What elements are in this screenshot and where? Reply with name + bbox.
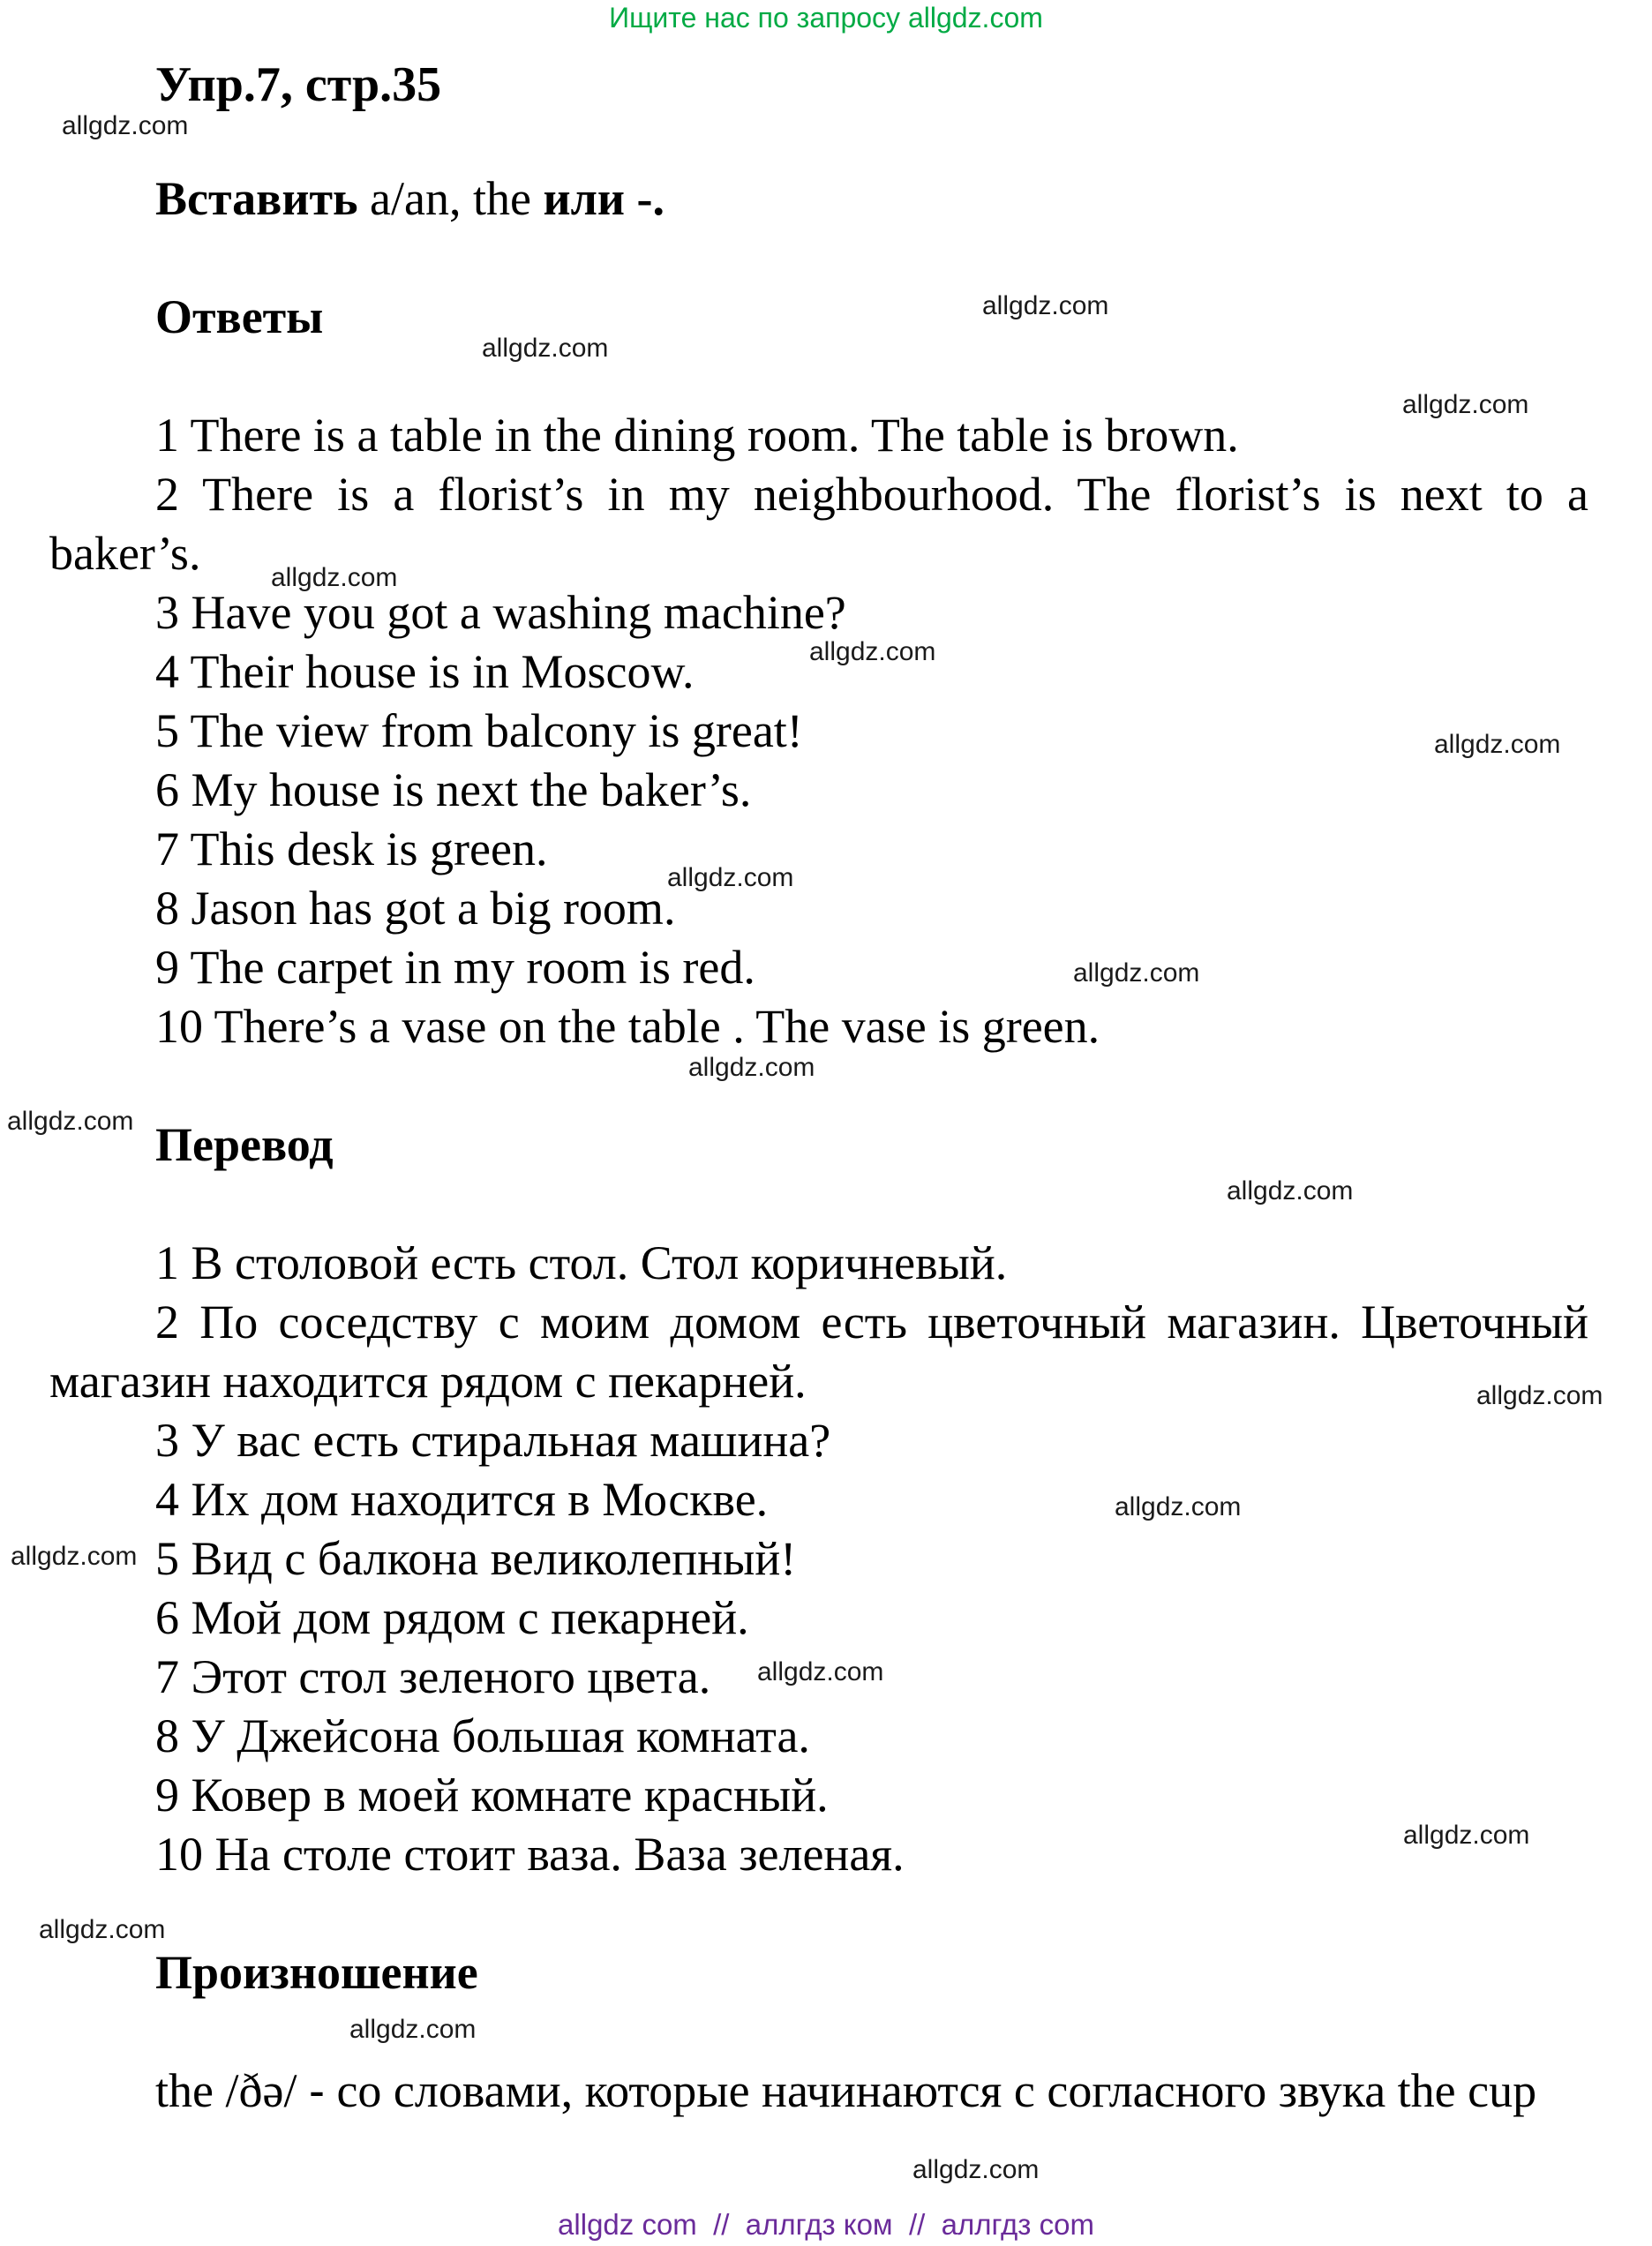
- answers-list: [49, 406, 1588, 1056]
- watermark: allgdz.com: [11, 1542, 138, 1571]
- translation-list: [49, 1234, 1588, 1884]
- pron-rule: со словами, которые начинаются с согласного звука the cup: [336, 2064, 1537, 2117]
- answer-item: 7 This desk is green.: [155, 823, 548, 875]
- translation-item: 5 Вид с балкона великолепный!: [155, 1532, 797, 1585]
- watermark: allgdz.com: [912, 2155, 1040, 2184]
- watermark: allgdz.com: [688, 1053, 815, 1082]
- watermark: allgdz.com: [809, 637, 936, 666]
- answer-item: 6 My house is next the baker’s.: [155, 763, 752, 816]
- translation-item: 1 В столовой есть стол. Стол коричневый.: [155, 1236, 1008, 1289]
- pronunciation-heading: Произношение: [155, 1946, 478, 1999]
- watermark: allgdz.com: [1476, 1381, 1603, 1410]
- watermark: allgdz.com: [667, 863, 794, 892]
- answer-item: 10 There’s a vase on the table . The vase is green.: [155, 1000, 1100, 1053]
- task-or: или: [543, 172, 625, 225]
- answers-heading: Ответы: [155, 290, 324, 343]
- translation-item: 2 По соседству с моим домом есть цветочный магазин. Цветочный магазин находится рядом с пекарней.: [49, 1296, 1588, 1408]
- watermark: allgdz.com: [7, 1107, 134, 1136]
- top-banner: Ищите нас по запросу allgdz.com: [609, 2, 1043, 34]
- watermark: allgdz.com: [1434, 730, 1561, 759]
- answer-item: 3 Have you got a washing machine?: [155, 586, 846, 639]
- watermark: allgdz.com: [62, 111, 189, 140]
- translation-heading: Перевод: [155, 1118, 334, 1171]
- answer-item: 2 There is a florist’s in my neighbourhood. The florist’s is next to a baker’s.: [49, 468, 1588, 580]
- answer-item: 5 The view from balcony is great!: [155, 704, 803, 757]
- footer-text: allgdz com // аллгдз ком // аллгдз com: [558, 2208, 1094, 2241]
- task-instruction: [155, 169, 1588, 229]
- answer-item: 4 Their house is in Moscow.: [155, 645, 695, 698]
- translation-item: 4 Их дом находится в Москве.: [155, 1473, 769, 1526]
- translation-item: 6 Мой дом рядом с пекарней.: [155, 1591, 749, 1644]
- watermark: allgdz.com: [1403, 1821, 1530, 1850]
- answer-item: 9 The carpet in my room is red.: [155, 941, 755, 994]
- translation-item: 10 На столе стоит ваза. Ваза зеленая.: [155, 1828, 905, 1881]
- watermark: allgdz.com: [271, 563, 398, 592]
- translation-item: 7 Этот стол зеленого цвета.: [155, 1650, 711, 1703]
- pron-dash: -: [308, 2064, 325, 2117]
- watermark: allgdz.com: [1115, 1492, 1242, 1521]
- translation-item: 9 Ковер в моей комнате красный.: [155, 1769, 829, 1822]
- watermark: allgdz.com: [1227, 1176, 1354, 1206]
- pronunciation-text: [49, 2062, 1588, 2121]
- translation-item: 8 У Джейсона большая комната.: [155, 1709, 810, 1762]
- exercise-title: Упр.7, стр.35: [155, 57, 442, 112]
- watermark: allgdz.com: [757, 1657, 884, 1686]
- task-verb: Вставить: [155, 172, 358, 225]
- bottom-footer: [0, 2208, 1652, 2242]
- document-body: [49, 49, 1588, 2121]
- pron-article: the /ðə/: [155, 2064, 297, 2117]
- watermark: allgdz.com: [1402, 390, 1529, 419]
- task-options: a/an, the: [370, 172, 531, 225]
- watermark: allgdz.com: [482, 334, 609, 363]
- watermark: allgdz.com: [39, 1915, 166, 1944]
- watermark: allgdz.com: [349, 2015, 477, 2044]
- watermark: allgdz.com: [982, 291, 1109, 320]
- translation-item: 3 У вас есть стиральная машина?: [155, 1414, 831, 1467]
- task-dash: -.: [636, 172, 665, 225]
- watermark: allgdz.com: [1073, 958, 1200, 988]
- answer-item: 8 Jason has got a big room.: [155, 882, 676, 935]
- answer-item: 1 There is a table in the dining room. The table is brown.: [155, 409, 1239, 462]
